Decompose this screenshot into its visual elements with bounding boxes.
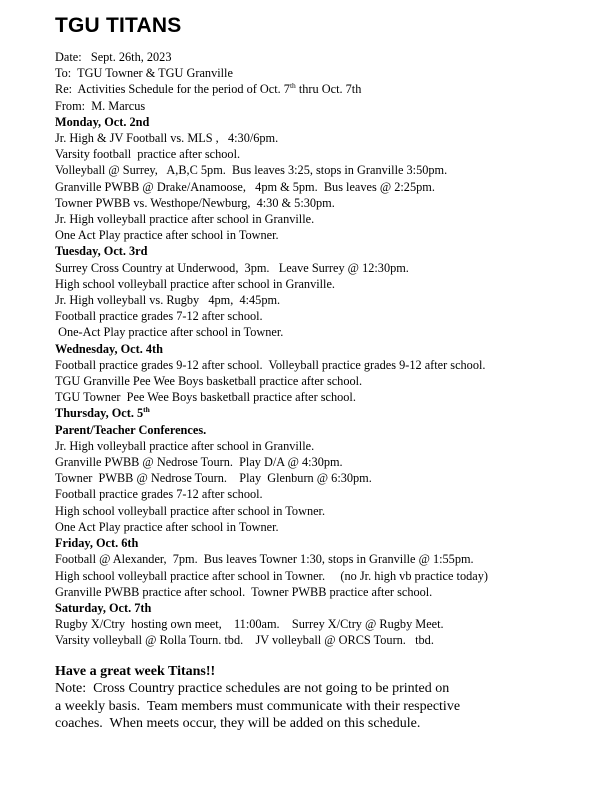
day-heading-tuesday: Tuesday, Oct. 3rd <box>55 244 148 259</box>
memo-re-text: Re: Activities Schedule for the period of Oct. 7 <box>55 82 290 97</box>
schedule-line: Granville PWBB @ Nedrose Tourn. Play D/A @ 4:30pm. <box>55 455 343 470</box>
schedule-line: Surrey Cross Country at Underwood, 3pm. Leave Surrey @ 12:30pm. <box>55 260 409 275</box>
schedule-line: Jr. High & JV Football vs. MLS , 4:30/6pm. <box>55 131 279 146</box>
memo-header <box>55 49 595 114</box>
schedule-line: Jr. High volleyball practice after school in Granville. <box>55 212 315 227</box>
schedule-line: High school volleyball practice after school in Towner. (no Jr. high vb practice today) <box>55 568 488 583</box>
day-section-friday <box>55 535 595 600</box>
day-section-thursday <box>55 405 595 535</box>
schedule-line: Towner PWBB @ Nedrose Tourn. Play Glenburn @ 6:30pm. <box>55 471 372 486</box>
memo-re <box>55 81 595 97</box>
day-section-wednesday <box>55 341 595 406</box>
schedule-line: High school volleyball practice after school in Towner. <box>55 503 326 518</box>
memo-re-superscript: th <box>289 81 296 91</box>
conference-notice: Parent/Teacher Conferences. <box>55 422 207 437</box>
schedule-line: One Act Play practice after school in Towner. <box>55 228 279 243</box>
schedule-line: High school volleyball practice after school in Granville. <box>55 276 336 291</box>
day-heading-thursday <box>55 405 595 421</box>
memo-re-text-end: thru Oct. 7th <box>295 82 362 97</box>
day-heading-friday: Friday, Oct. 6th <box>55 536 139 551</box>
document-page <box>55 14 595 733</box>
schedule-line: Granville PWBB practice after school. Towner PWBB practice after school. <box>55 584 433 599</box>
day-heading-thursday-superscript: th <box>143 405 150 415</box>
schedule-line: Varsity volleyball @ Rolla Tourn. tbd. JV volleyball @ ORCS Tourn. tbd. <box>55 633 434 648</box>
closing-note-line: a weekly basis. Team members must communicate with their respective <box>55 698 461 714</box>
day-heading-thursday-text: Thursday, Oct. 5 <box>55 406 144 421</box>
schedule-line: Granville PWBB @ Drake/Anamoose, 4pm & 5pm. Bus leaves @ 2:25pm. <box>55 179 435 194</box>
schedule-line: One Act Play practice after school in Towner. <box>55 519 279 534</box>
day-section-saturday <box>55 600 595 649</box>
schedule-line: TGU Towner Pee Wee Boys basketball practice after school. <box>55 390 356 405</box>
schedule-line: TGU Granville Pee Wee Boys basketball practice after school. <box>55 374 363 389</box>
schedule-line: One-Act Play practice after school in Towner. <box>55 325 284 340</box>
memo-to: To: TGU Towner & TGU Granville <box>55 66 233 81</box>
day-section-monday <box>55 114 595 244</box>
closing-slogan: Have a great week Titans!! <box>55 663 216 679</box>
document-title: TGU TITANS <box>55 14 182 37</box>
day-section-tuesday <box>55 243 595 340</box>
schedule-line: Football @ Alexander, 7pm. Bus leaves Towner 1:30, stops in Granville @ 1:55pm. <box>55 552 474 567</box>
schedule-line: Volleyball @ Surrey, A,B,C 5pm. Bus leaves 3:25, stops in Granville 3:50pm. <box>55 163 448 178</box>
schedule-line: Rugby X/Ctry hosting own meet, 11:00am. Surrey X/Ctry @ Rugby Meet. <box>55 617 444 632</box>
schedule-line: Football practice grades 9-12 after school. Volleyball practice grades 9-12 after school. <box>55 357 486 372</box>
memo-from: From: M. Marcus <box>55 98 146 113</box>
day-heading-saturday: Saturday, Oct. 7th <box>55 600 152 615</box>
day-heading-monday: Monday, Oct. 2nd <box>55 114 150 129</box>
closing-note-line: coaches. When meets occur, they will be added on this schedule. <box>55 716 421 732</box>
schedule-line: Varsity football practice after school. <box>55 147 241 162</box>
day-heading-wednesday: Wednesday, Oct. 4th <box>55 341 163 356</box>
closing-section <box>55 663 595 733</box>
schedule-line: Jr. High volleyball vs. Rugby 4pm, 4:45pm. <box>55 293 281 308</box>
schedule-line: Towner PWBB vs. Westhope/Newburg, 4:30 & 5:30pm. <box>55 195 335 210</box>
memo-date: Date: Sept. 26th, 2023 <box>55 50 172 64</box>
schedule-line: Football practice grades 7-12 after school. <box>55 487 263 502</box>
schedule-line: Football practice grades 7-12 after school. <box>55 309 263 324</box>
closing-note-line: Note: Cross Country practice schedules are not going to be printed on <box>55 681 450 697</box>
schedule-line: Jr. High volleyball practice after school in Granville. <box>55 438 315 453</box>
